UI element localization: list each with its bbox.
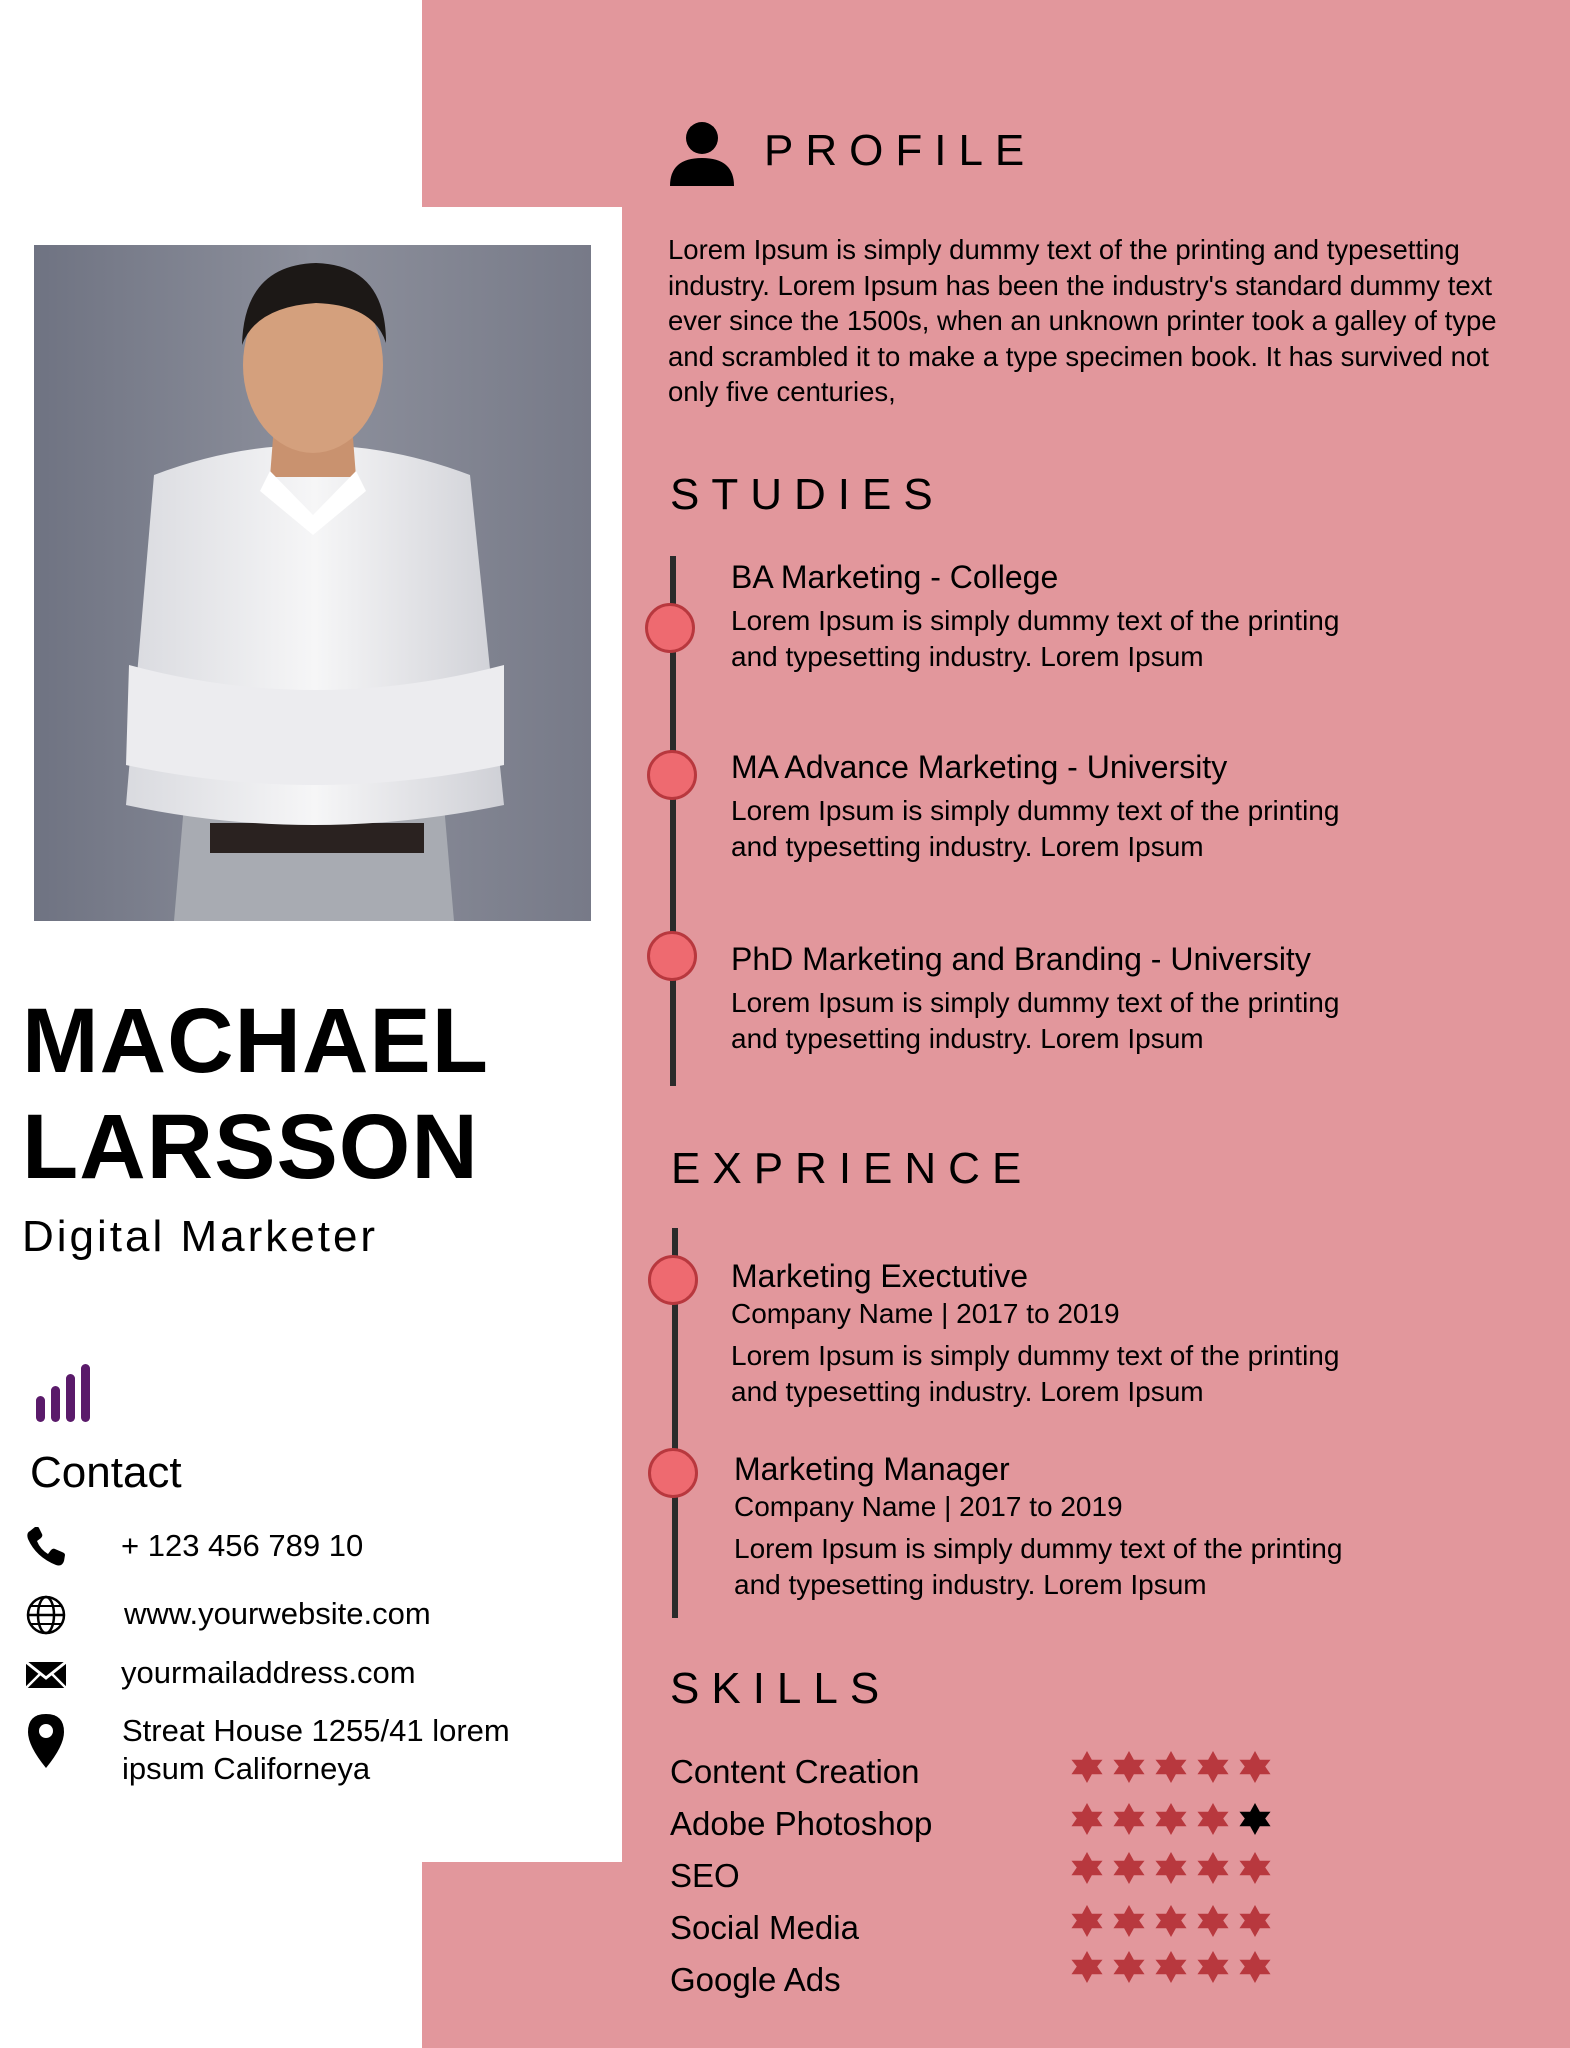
experience-desc-line1: Lorem Ipsum is simply dummy text of the printing — [731, 1340, 1340, 1371]
star-icon — [1196, 1904, 1230, 1938]
star-icon — [1154, 1750, 1188, 1784]
skill-rating — [1070, 1904, 1272, 1938]
skill-name: Social Media — [670, 1909, 859, 1946]
website-text: www.yourwebsite.com — [124, 1596, 431, 1631]
star-icon — [1112, 1851, 1146, 1885]
contact-phone[interactable] — [24, 1527, 363, 1567]
contact-website[interactable] — [24, 1595, 431, 1635]
contact-email[interactable] — [24, 1654, 416, 1694]
phone-icon — [24, 1527, 70, 1567]
experience-desc-line2: and typesetting industry. Lorem Ipsum — [734, 1569, 1207, 1600]
study-desc-line1: Lorem Ipsum is simply dummy text of the printing — [731, 795, 1340, 826]
skill-rating — [1070, 1950, 1272, 1984]
star-icon — [1196, 1851, 1230, 1885]
star-icon — [1112, 1802, 1146, 1836]
star-icon — [1154, 1851, 1188, 1885]
person-name — [22, 988, 602, 1200]
studies-dot-1 — [645, 603, 695, 653]
mail-icon — [24, 1654, 70, 1694]
profile-photo — [34, 245, 591, 921]
star-icon — [1154, 1904, 1188, 1938]
star-icon — [1196, 1950, 1230, 1984]
profile-heading: PROFILE — [764, 126, 1037, 175]
experience-dot-2 — [648, 1448, 698, 1498]
skill-name: Google Ads — [670, 1961, 841, 1998]
star-icon — [1238, 1950, 1272, 1984]
experience-entry — [731, 1256, 1491, 1410]
star-icon — [1112, 1950, 1146, 1984]
skill-rating — [1070, 1750, 1272, 1784]
address-line-2: ipsum Californeya — [122, 1751, 371, 1786]
experience-title: Marketing Manager — [734, 1451, 1010, 1487]
experience-heading: EXPRIENCE — [671, 1144, 1034, 1193]
job-title: Digital Marketer — [22, 1212, 379, 1261]
address-line-1: Streat House 1255/41 lorem — [122, 1713, 510, 1748]
study-desc-line1: Lorem Ipsum is simply dummy text of the printing — [731, 987, 1340, 1018]
address-text — [122, 1712, 510, 1788]
location-pin-icon — [24, 1712, 70, 1770]
experience-desc-line1: Lorem Ipsum is simply dummy text of the printing — [734, 1533, 1343, 1564]
contact-heading: Contact — [30, 1448, 182, 1497]
star-icon — [1238, 1851, 1272, 1885]
experience-entry — [734, 1449, 1494, 1603]
studies-heading: STUDIES — [670, 470, 945, 519]
experience-dot-1 — [648, 1255, 698, 1305]
star-icon — [1070, 1851, 1104, 1885]
first-name: MACHAEL — [22, 990, 489, 1092]
profile-text: Lorem Ipsum is simply dummy text of the printing and typesetting industry. Lorem Ipsum has been the industry's standard dummy text ever since the 1500s, when an unknown printer took a galley of type and scrambled it to make a type specimen book. It has survived not only five centuries, — [668, 234, 1497, 407]
experience-desc-line2: and typesetting industry. Lorem Ipsum — [731, 1376, 1204, 1407]
star-icon — [1238, 1802, 1272, 1836]
study-entry — [731, 939, 1491, 1057]
studies-dot-3 — [647, 931, 697, 981]
study-title: MA Advance Marketing - University — [731, 749, 1228, 785]
study-title: PhD Marketing and Branding - University — [731, 941, 1311, 977]
skill-rating — [1070, 1851, 1272, 1885]
star-icon — [1196, 1802, 1230, 1836]
phone-text: + 123 456 789 10 — [121, 1528, 364, 1563]
star-icon — [1070, 1950, 1104, 1984]
skill-name: Content Creation — [670, 1753, 920, 1790]
contact-address — [24, 1712, 510, 1788]
globe-icon — [24, 1595, 70, 1635]
studies-dot-2 — [647, 750, 697, 800]
study-title: BA Marketing - College — [731, 559, 1059, 595]
star-icon — [1196, 1750, 1230, 1784]
study-entry — [731, 557, 1491, 675]
person-icon — [668, 120, 736, 186]
skill-name: Adobe Photoshop — [670, 1805, 933, 1842]
star-icon — [1238, 1904, 1272, 1938]
skills-heading: SKILLS — [670, 1664, 892, 1713]
experience-title: Marketing Exectutive — [731, 1258, 1029, 1294]
study-desc-line2: and typesetting industry. Lorem Ipsum — [731, 831, 1204, 862]
signal-bars-icon — [34, 1362, 94, 1424]
skill-rating — [1070, 1802, 1272, 1836]
last-name: LARSSON — [22, 1096, 479, 1198]
star-icon — [1154, 1950, 1188, 1984]
star-icon — [1112, 1750, 1146, 1784]
star-icon — [1070, 1904, 1104, 1938]
email-text: yourmailaddress.com — [121, 1655, 416, 1690]
experience-company: Company Name | 2017 to 2019 — [731, 1298, 1120, 1329]
experience-company: Company Name | 2017 to 2019 — [734, 1491, 1123, 1522]
star-icon — [1070, 1802, 1104, 1836]
study-desc-line2: and typesetting industry. Lorem Ipsum — [731, 641, 1204, 672]
star-icon — [1112, 1904, 1146, 1938]
star-icon — [1154, 1802, 1188, 1836]
skill-name: SEO — [670, 1857, 740, 1894]
star-icon — [1070, 1750, 1104, 1784]
study-entry — [731, 747, 1491, 865]
study-desc-line2: and typesetting industry. Lorem Ipsum — [731, 1023, 1204, 1054]
star-icon — [1238, 1750, 1272, 1784]
study-desc-line1: Lorem Ipsum is simply dummy text of the printing — [731, 605, 1340, 636]
